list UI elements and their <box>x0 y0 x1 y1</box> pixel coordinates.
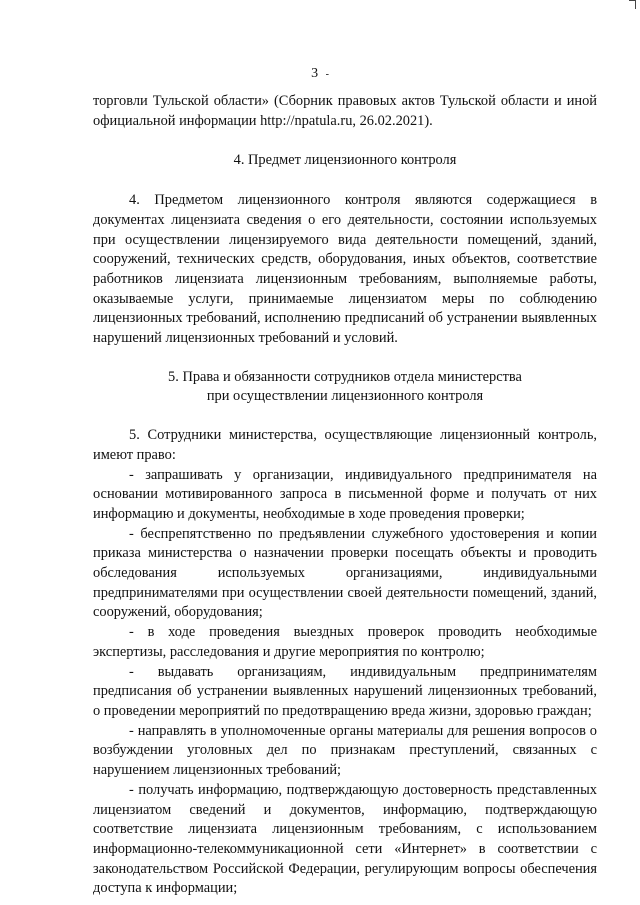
intro-paragraph: торговли Тульской области» (Сборник правовых актов Тульской области и иной официальной информации http://npatula.ru, 26.02.2021). <box>93 93 597 129</box>
corner-mark <box>629 0 636 9</box>
paragraph-4: 4. Предметом лицензионного контроля являются содержащиеся в документах лицензиата сведения о его деятельности, состоянии используемых при осуществлении лицензируемого вида деятельности помещений, зданий, сооружений, технических средств, оборудования, иных объектов, соответствие работников лицензиата лицензионным требованиям, выполняемые работы, оказываемые услуги, принимаемые лицензиатом меры по соблюдению лицензионных требований, исполнению предписаний об устранении выявленных нарушений лицензионных требований и условий. <box>93 192 597 347</box>
page-number-value: 3 <box>311 66 319 81</box>
section-5-heading-line-1: 5. Права и обязанности сотрудников отдела министерства <box>168 368 522 385</box>
section-5-heading-line-2: при осуществлении лицензионного контроля <box>206 388 484 405</box>
list-item-visit-objects: - беспрепятственно по предъявлении служебного удостоверения и копии приказа министерства о назначении проверки посещать объекты и проводить обследования используемых организациями, индивидуальными предпринимателями при осуществлении своей деятельности помещений, зданий, сооружений, оборудования; <box>93 525 597 621</box>
list-item-request-info: - запрашивать у организации, индивидуального предпринимателя на основании мотивированного запроса в письменной форме и получать от них информацию и документы, необходимые в ходе проведения проверки; <box>93 466 597 522</box>
page-number-mark: - <box>325 69 329 80</box>
list-item-expertise: - в ходе проведения выездных проверок проводить необходимые экспертизы, расследования и другие мероприятия по контролю; <box>93 624 597 660</box>
list-item-send-materials: - направлять в уполномоченные органы материалы для решения вопросов о возбуждении уголовных дел по признакам преступлений, связанных с нарушением лицензионных требований; <box>93 722 597 779</box>
paragraph-5: 5. Сотрудники министерства, осуществляющие лицензионный контроль, имеют право: <box>93 427 597 463</box>
page-number <box>0 66 640 82</box>
list-item-issue-orders: - выдавать организациям, индивидуальным предпринимателям предписания об устранении выявленных нарушений лицензионных требований, о проведении мероприятий по предотвращению вреда жизни, здоровью граждан; <box>93 663 597 719</box>
document-body <box>93 92 597 899</box>
section-4-heading: 4. Предмет лицензионного контроля <box>233 152 457 169</box>
list-item-obtain-information: - получать информацию, подтверждающую достоверность представленных лицензиатом сведений и документов, информацию, подтверждающую соответствие лицензиата лицензионным требованиям, с использованием информационно-телекоммуникационной сети «Интернет» в соответствии с законодательством Российской Федерации, регулирующим вопросы обеспечения доступа к информации; <box>93 781 597 897</box>
